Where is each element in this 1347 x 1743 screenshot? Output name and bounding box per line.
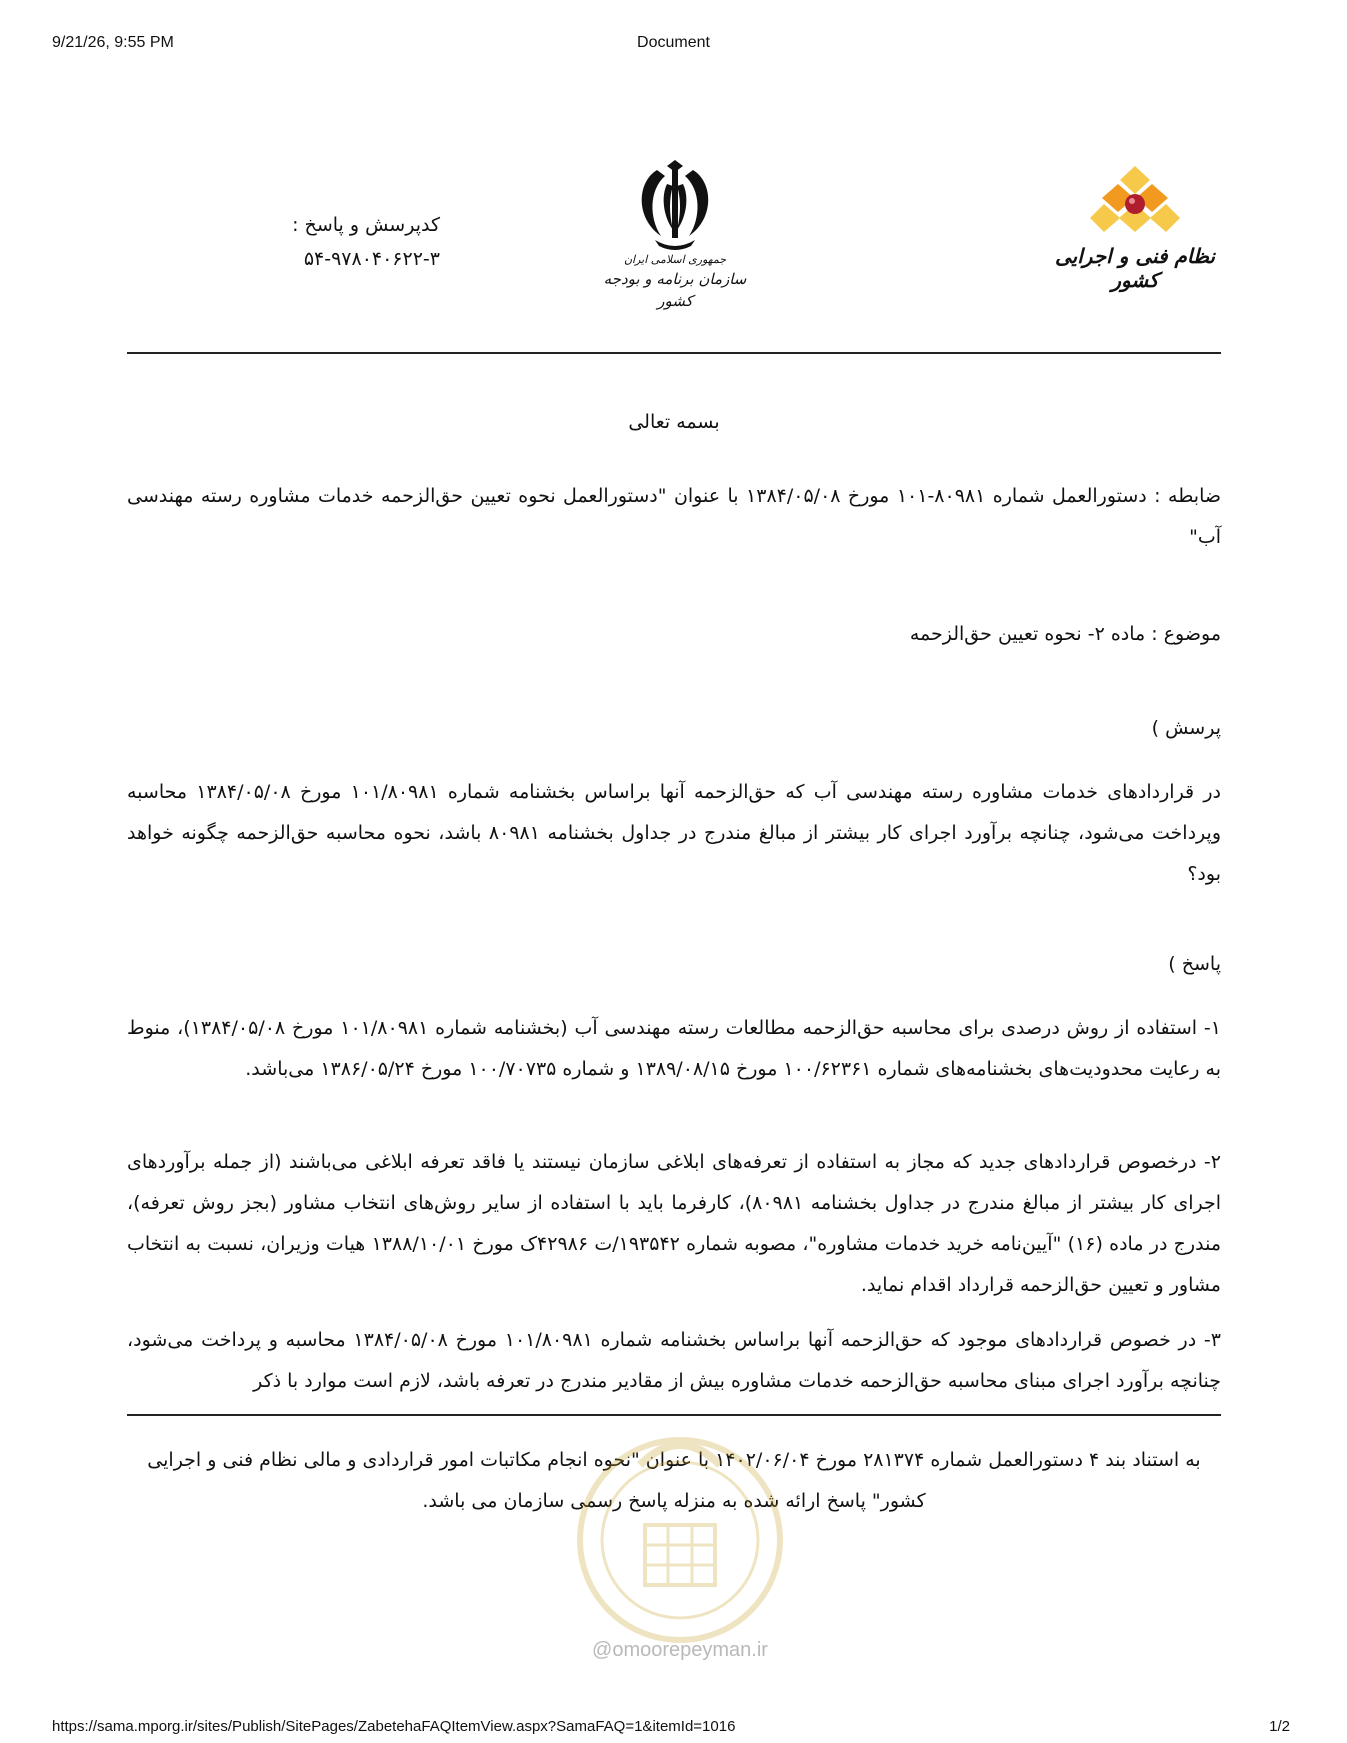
header-divider: [127, 352, 1221, 354]
technical-system-logo: [1055, 166, 1215, 292]
question: [127, 772, 1221, 895]
seal-watermark-icon: [555, 1405, 805, 1665]
print-document-title: Document: [637, 34, 710, 51]
answer-heading-text: پاسخ ): [1168, 953, 1221, 975]
logo-caption: نظام فنی و اجرایی کشور: [1054, 244, 1215, 292]
emblem-caption-line2: سازمان برنامه و بودجه کشور: [603, 270, 747, 310]
invocation: بسمه تعالی: [628, 411, 720, 433]
answer-item-2: [127, 1142, 1221, 1306]
emblem-caption-line1: جمهوری اسلامی ایران: [623, 253, 727, 266]
iran-emblem-icon: [627, 160, 723, 252]
question-code: [270, 208, 440, 276]
question-text: در قراردادهای خدمات مشاوره رسته مهندسی آب که حق‌الزحمه آنها براساس بخشنامه شماره ۱۰۱/۸۰۹۸۱ مورخ ۱۳۸۴/۰۵/۰۸ محاسبه وپرداخت می‌شود، چنانچه برآورد اجرای کار بیشتر از مبالغ مندرج در جداول بخشنامه ۸۰۹۸۱ باشد، نحوه محاسبه حق‌الزحمه چگونه خواهد بود؟: [127, 781, 1221, 885]
answer-item-3-text: ۳- در خصوص قراردادهای موجود که حق‌الزحمه آنها براساس بخشنامه شماره ۱۰۱/۸۰۹۸۱ مورخ ۱۳۸۴/۰۵/۰۸ محاسبه و پرداخت می‌شود، چنانچه برآورد اجرای مبنای محاسبه حق‌الزحمه خدمات مشاوره بیش از مقادیر مندرج در تعرفه باشد، لازم است موارد با ذکر: [127, 1329, 1221, 1392]
subject-text: موضوع : ماده ۲- نحوه تعیین حق‌الزحمه: [909, 623, 1221, 645]
question-code-label: کدپرسش و پاسخ :: [292, 214, 440, 236]
rule-reference-text: ضابطه : دستورالعمل شماره ۸۰۹۸۱-۱۰۱ مورخ ۱۳۸۴/۰۵/۰۸ با عنوان "دستورالعمل نحوه تعیین حق‌الزحمه خدمات مشاوره رسته مهندسی آب": [127, 485, 1222, 548]
footnote-text: به استناد بند ۴ دستورالعمل شماره ۲۸۱۳۷۴ مورخ ۱۴۰۲/۰۶/۰۴ با عنوان "نحوه انجام مکاتبات امور قراردادی و مالی نظام فنی و اجرایی کشور" پاسخ ارائه شده به منزله پاسخ رسمی سازمان می باشد.: [147, 1449, 1201, 1512]
technical-system-logo-icon: [1090, 166, 1180, 238]
letterhead: [120, 160, 1220, 330]
question-code-value: ۵۴-۹۷۸۰۴۰۶۲۲-۳: [303, 248, 440, 270]
answer-item-2-text: ۲- درخصوص قراردادهای جدید که مجاز به استفاده از تعرفه‌های ابلاغی سازمان نیستند یا فاقد تعرفه ابلاغی می‌باشند (از جمله برآوردهای اجرای کار بیشتر از مبالغ مندرج در جداول بخشنامه ۸۰۹۸۱)، کارفرما باید با استفاده از سایر روش‌های انتخاب مشاور (بجز روش تعرفه)، مندرج در ماده (۱۶) "آیین‌نامه خرید خدمات مشاوره"، مصوبه شماره ۱۹۳۵۴۲/ت ۴۲۹۸۶ک مورخ ۱۳۸۸/۱۰/۰۱ هیات وزیران، نسبت به انتخاب مشاور و تعیین حق‌الزحمه قرارداد اقدام نماید.: [127, 1151, 1222, 1296]
question-heading: [127, 708, 1221, 749]
organization-emblem: [590, 160, 760, 312]
document-body: [127, 402, 1221, 443]
watermark-text: @omoorepeyman.ir: [592, 1639, 768, 1661]
subject: [127, 614, 1221, 655]
print-footer: [0, 1718, 1347, 1740]
answer-item-1: [127, 1008, 1221, 1090]
answer-item-3: [127, 1320, 1221, 1402]
print-page-number: 1/2: [1269, 1718, 1290, 1735]
question-heading-text: پرسش ): [1151, 717, 1221, 739]
answer-item-1-text: ۱- استفاده از روش درصدی برای محاسبه حق‌الزحمه مطالعات رسته مهندسی آب (بخشنامه شماره ۱۰۱/۸۰۹۸۱ مورخ ۱۳۸۴/۰۵/۰۸)، منوط به رعایت محدودیت‌های بخشنامه‌های شماره ۱۰۰/۶۲۳۶۱ مورخ ۱۳۸۹/۰۸/۱۵ و شماره ۱۰۰/۷۰۷۳۵ مورخ ۱۳۸۶/۰۵/۲۴ می‌باشد.: [127, 1017, 1221, 1080]
rule-reference: [127, 476, 1221, 558]
print-header: [0, 34, 1347, 58]
print-datetime: 9/21/26, 9:55 PM: [52, 34, 174, 51]
answer-heading: [127, 944, 1221, 985]
print-url: https://sama.mporg.ir/sites/Publish/SitePages/ZabetehaFAQItemView.aspx?SamaFAQ=1&itemId=1016: [52, 1718, 736, 1735]
